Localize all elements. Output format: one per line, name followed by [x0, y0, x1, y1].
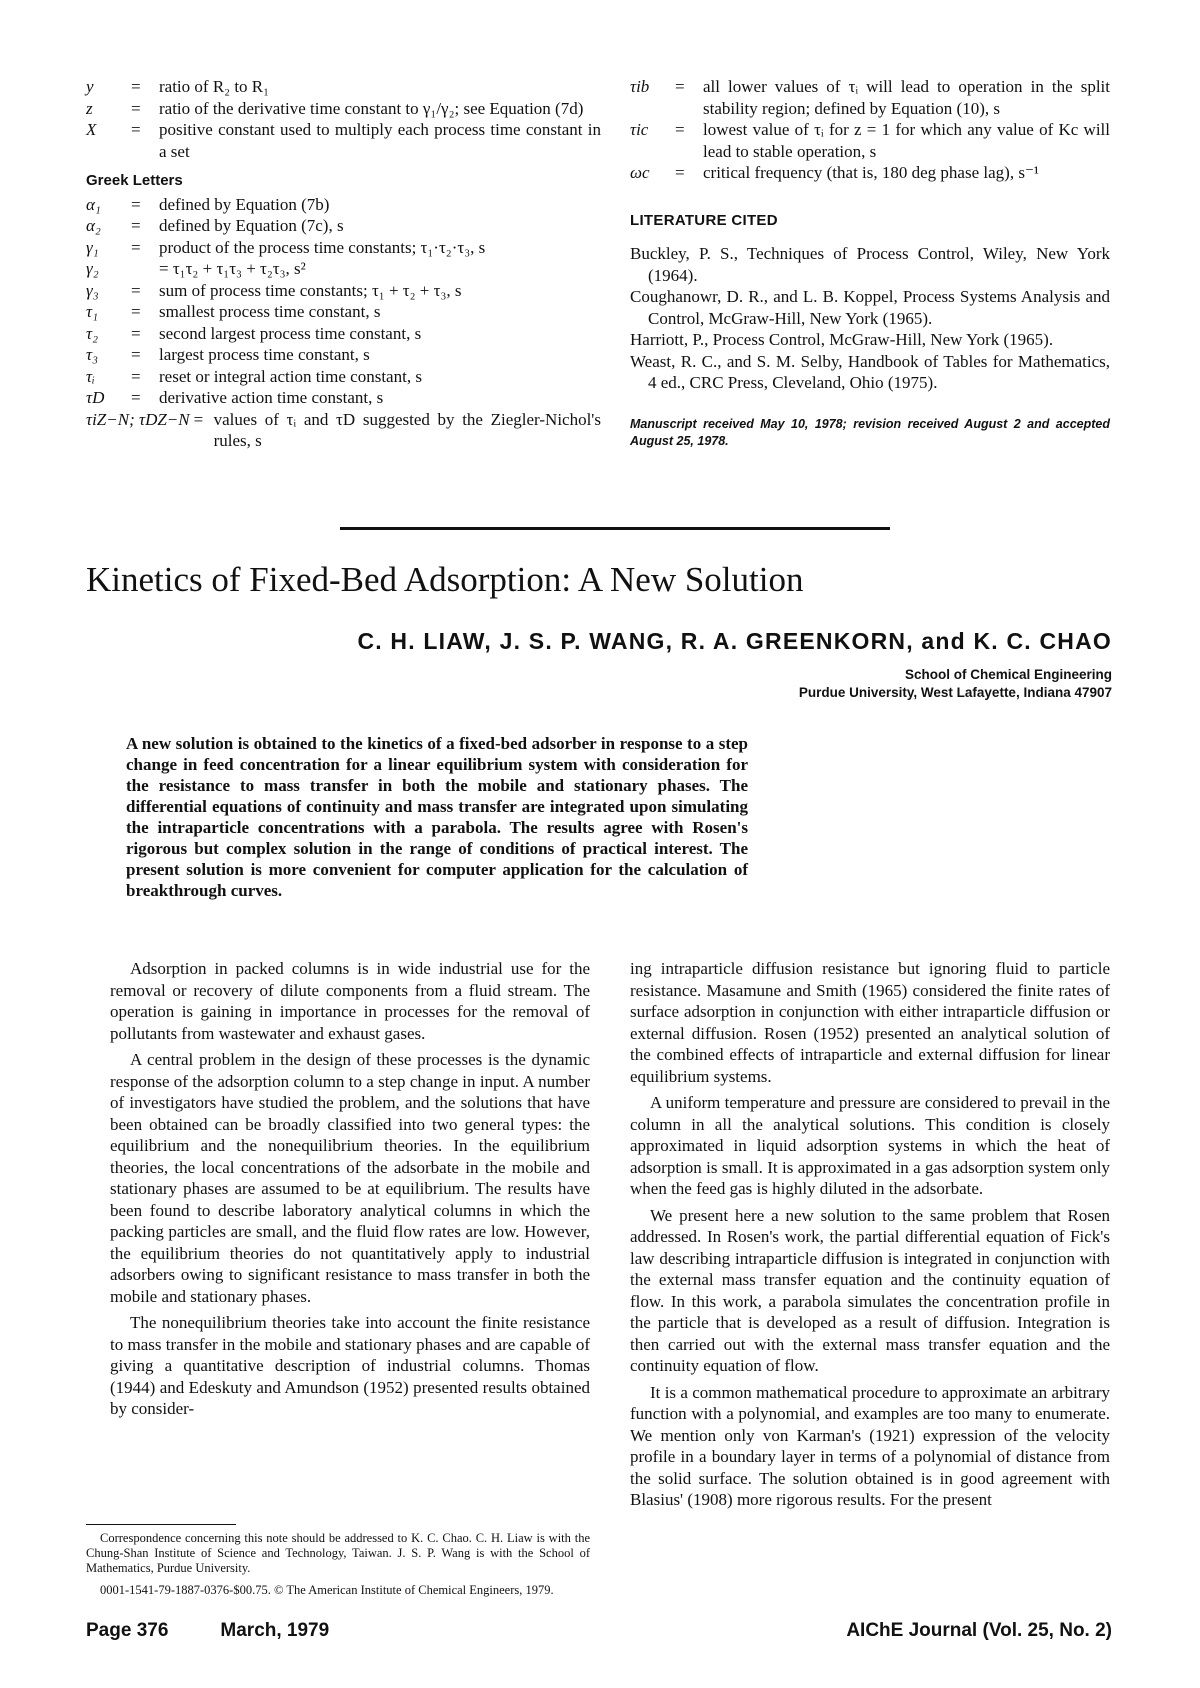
nomenclature-entry: y = ratio of R₂ to R₁ [86, 76, 601, 98]
nomenclature-entry: z = ratio of the derivative time constant to γ₁/γ₂; see Equation (7d) [86, 98, 601, 120]
nomenclature-entry [86, 258, 601, 280]
section-divider [340, 527, 890, 530]
nomenclature-right [630, 76, 1110, 450]
nomenclature-definition: = τ₁τ₂ + τ₁τ₃ + τ₂τ₃, s² [159, 259, 306, 278]
footnotes [86, 1524, 590, 1598]
journal-name: AIChE Journal (Vol. 25, No. 2) [846, 1620, 1112, 1641]
reference-item: Coughanowr, D. R., and L. B. Koppel, Process Systems Analysis and Control, McGraw-Hill, New York (1965). [630, 287, 1110, 328]
author-affiliation [799, 666, 1112, 702]
nomenclature-definition: sum of process time constants; τ₁ + τ₂ + τ₃, s [159, 280, 462, 300]
nomenclature-definition: defined by Equation (7b) [159, 194, 330, 214]
nomenclature-definition: ratio of R₂ to R₁ [159, 77, 270, 96]
nomenclature-definition: defined by Equation (7c), s [159, 216, 344, 235]
reference-item: Weast, R. C., and S. M. Selby, Handbook of Tables for Mathematics, 4 ed., CRC Press, Cleveland, Ohio (1975). [630, 351, 1110, 392]
nomenclature-definition: values of τᵢ and τD suggested by the Ziegler-Nichol's rules, s [213, 409, 601, 450]
nomenclature-definition: positive constant used to multiply each process time constant in a set [159, 120, 601, 161]
nomenclature-entry: α₂ = defined by Equation (7c), s [86, 215, 601, 237]
nomenclature-symbol: τ₁ [86, 302, 98, 321]
body-paragraph: We present here a new solution to the same problem that Rosen addressed. In Rosen's work, the partial differential equation of Fick's law describing intraparticle diffusion is integrated in conjunction with the external mass transfer equation and the continuity equation of flow. In this work, a parabola simulates the concentration profile in the particle that is developed as a result of diffusion. Integration is then carried out with the external mass transfer equation and the continuity equation of flow. [630, 1205, 1110, 1375]
nomenclature-symbol: τiZ−N; τDZ−N [86, 409, 190, 429]
nomenclature-entry: τ₃ = largest process time constant, s [86, 344, 601, 366]
body-paragraph: The nonequilibrium theories take into account the finite resistance to mass transfer in the mobile and stationary phases and are capable of giving a quantitative description of industrial columns. Thomas (1944) and Edeskuty and Amundson (1952) presented results obtained by consider- [110, 1313, 590, 1418]
nomenclature-symbol: α₁ [86, 194, 101, 214]
nomenclature-symbol: τᵢ [86, 366, 95, 386]
body-paragraph: It is a common mathematical procedure to approximate an arbitrary function with a polynomial, and examples are too many to enumerate. We mention only von Karman's (1921) expression of the velocity profile in a boundary layer in terms of a polynomial of distance from the solid surface. The solution obtained is in good agreement with Blasius' (1908) more rigorous results. For the present [630, 1382, 1110, 1509]
literature-cited-heading: LITERATURE CITED [630, 211, 778, 229]
nomenclature-definition: derivative action time constant, s [159, 388, 384, 407]
reference-item: Harriott, P., Process Control, McGraw-Hill, New York (1965). [630, 330, 1054, 349]
article-authors: C. H. LIAW, J. S. P. WANG, R. A. GREENKORN, and K. C. CHAO [357, 628, 1112, 654]
nomenclature-symbol: y [86, 77, 94, 96]
nomenclature-symbol: γ₃ [86, 280, 99, 300]
nomenclature-entry: τᵢ = reset or integral action time constant, s [86, 366, 601, 388]
nomenclature-symbol: α₂ [86, 216, 101, 235]
nomenclature-entry: γ₁ = product of the process time constants; τ₁·τ₂·τ₃, s [86, 237, 601, 259]
reference-item: Buckley, P. S., Techniques of Process Control, Wiley, New York (1964). [630, 244, 1110, 285]
nomenclature-symbol: τib [630, 77, 650, 96]
article-title: Kinetics of Fixed-Bed Adsorption: A New Solution [86, 560, 804, 599]
nomenclature-symbol: ωc [630, 163, 650, 182]
footnote-correspondence: Correspondence concerning this note should be addressed to K. C. Chao. C. H. Liaw is with the Chung-Shan Institute of Science and Technology, Taiwan. J. S. P. Wang is with the School of Mathematics, Purdue University. [86, 1531, 590, 1575]
greek-letters-heading: Greek Letters [86, 172, 183, 189]
nomenclature-symbol: τ₃ [86, 345, 98, 364]
body-paragraph: A uniform temperature and pressure are considered to prevail in the column in all the analytical solutions. This condition is closely approximated in liquid adsorption systems in which the heat of adsorption is small. It is approximated in a gas adsorption system only when the feed gas is highly diluted in the adsorbate. [630, 1093, 1110, 1198]
nomenclature-definition: largest process time constant, s [159, 345, 370, 364]
nomenclature-entry: τ₁ = smallest process time constant, s [86, 301, 601, 323]
footnote-copyright: 0001-1541-79-1887-0376-$00.75. © The American Institute of Chemical Engineers, 1979. [100, 1583, 554, 1597]
nomenclature-symbol: τD [86, 388, 105, 407]
nomenclature-definition: all lower values of τᵢ will lead to operation in the split stability region; defined by Equation (10), s [703, 77, 1110, 118]
page-footer-left [86, 1620, 329, 1642]
nomenclature-symbol: X [86, 120, 97, 139]
nomenclature-symbol: τ₂ [86, 323, 98, 343]
nomenclature-entry: γ₃ = sum of process time constants; τ₁ + τ₂ + τ₃, s [86, 280, 601, 302]
footnote-rule [86, 1524, 236, 1525]
manuscript-note: Manuscript received May 10, 1978; revision received August 2 and accepted August 25, 1978. [630, 416, 1110, 448]
nomenclature-definition: critical frequency (that is, 180 deg phase lag), s⁻¹ [703, 163, 1040, 182]
nomenclature-entry: X = positive constant used to multiply each process time constant in a set [86, 120, 601, 161]
body-paragraph: ing intraparticle diffusion resistance but ignoring fluid to particle resistance. Masamune and Smith (1965) considered the finite rates of surface adsorption in conjunction with either intraparticle diffusion or external diffusion. Rosen (1952) presented an analytical solution of the combined effects of intraparticle and external diffusion for linear equilibrium systems. [630, 959, 1110, 1086]
nomenclature-entry: τib = all lower values of τᵢ will lead to operation in the split stability region; defined by Equation (10), s [630, 77, 1110, 118]
nomenclature-symbol: z [86, 98, 93, 118]
nomenclature-symbol: γ₁ [86, 237, 99, 257]
nomenclature-entry: τD = derivative action time constant, s [86, 387, 601, 409]
nomenclature-entry: τic = lowest value of τᵢ for z = 1 for which any value of Kc will lead to stable operation, s [630, 120, 1110, 161]
abstract: A new solution is obtained to the kinetics of a fixed-bed adsorber in response to a step change in feed concentration for a linear equilibrium system with consideration for the resistance to mass transfer in both the mobile and stationary phases. The differential equations of continuity and mass transfer are integrated upon simulating the intraparticle concentrations with a parabola. The results agree with Rosen's rigorous but complex solution in the range of conditions of practical interest. The present solution is more convenient for computer application for the calculation of breakthrough curves. [126, 734, 748, 900]
nomenclature-symbol: τic [630, 120, 649, 139]
nomenclature-definition: reset or integral action time constant, s [159, 366, 422, 386]
nomenclature-definition: second largest process time constant, s [159, 323, 422, 343]
nomenclature-entry: α₁ = defined by Equation (7b) [86, 194, 601, 216]
issue-date: March, 1979 [220, 1620, 330, 1641]
body-paragraph: A central problem in the design of these processes is the dynamic response of the adsorption column to a step change in input. A number of investigators have studied the problem, and the solutions that have been obtained can be broadly classified into two general types: the equilibrium and the nonequilibrium theories. In the equilibrium theories, the local concentrations of the adsorbate in the mobile and stationary phases are assumed to be at equilibrium. The results have been found to describe laboratory analytical columns in which the packing particles are small, and the fluid flow rates are low. However, the equilibrium theories do not quantitatively apply to industrial adsorbers owing to significant resistance to mass transfer in both the mobile and stationary phases. [110, 1050, 590, 1306]
nomenclature-entry: τiZ−N; τDZ−N = values of τᵢ and τD suggested by the Ziegler-Nichol's rules, s [86, 409, 601, 450]
body-column-left [110, 958, 590, 1425]
page-number: Page 376 [86, 1620, 169, 1641]
nomenclature-symbol: γ₂ [86, 259, 99, 278]
nomenclature-entry: τ₂ = second largest process time constant, s [86, 323, 601, 345]
affiliation-university: Purdue University, West Lafayette, Indiana 47907 [798, 685, 1112, 700]
nomenclature-definition: product of the process time constants; τ₁·τ₂·τ₃, s [159, 237, 486, 257]
affiliation-school: School of Chemical Engineering [904, 667, 1112, 682]
nomenclature-definition: smallest process time constant, s [159, 302, 381, 321]
body-column-right [630, 958, 1110, 1516]
body-paragraph: Adsorption in packed columns is in wide industrial use for the removal or recovery of dilute components from a fluid stream. The operation is gaining in importance in processes for the removal of pollutants from wastewater and exhaust gases. [110, 959, 590, 1043]
nomenclature-definition: lowest value of τᵢ for z = 1 for which any value of Kc will lead to stable operation, s [703, 120, 1110, 161]
nomenclature-entry: ωc = critical frequency (that is, 180 deg phase lag), s⁻¹ [630, 162, 1110, 184]
nomenclature-definition: ratio of the derivative time constant to γ₁/γ₂; see Equation (7d) [159, 98, 584, 118]
nomenclature-left [86, 76, 601, 452]
